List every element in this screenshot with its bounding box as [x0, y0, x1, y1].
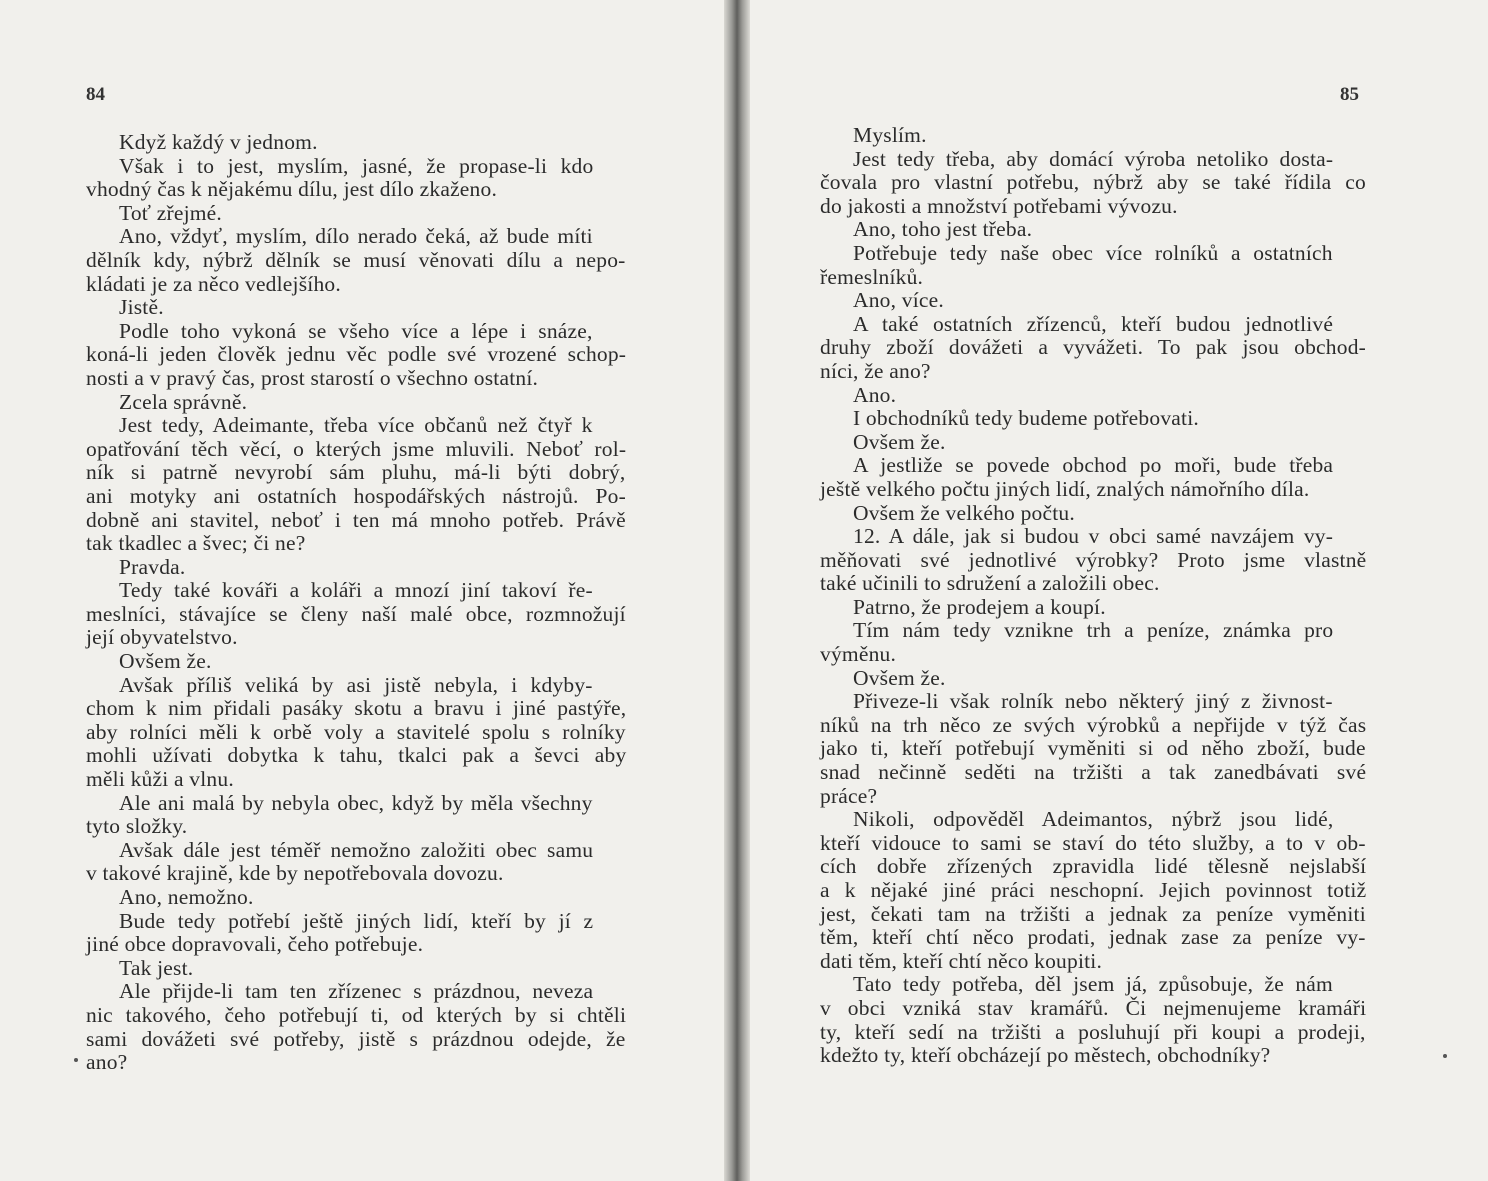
text-line: měli kůži a vlnu. — [86, 767, 234, 792]
book-gutter — [724, 0, 750, 1181]
right-page-text — [820, 124, 1366, 1068]
text-line: Však i to jest, myslím, jasné, že propase-li kdo — [119, 153, 594, 178]
text-line: Ano, více. — [853, 288, 944, 313]
text-line: aby rolníci měli k orbě voly a stavitelé spolu s rolníky — [86, 719, 626, 744]
text-line: koná-li jeden člověk jednu věc podle své vrozené schop- — [86, 342, 627, 367]
text-line: A jestliže se povede obchod po moři, bude třeba — [853, 453, 1334, 478]
text-line: ani motyky ani ostatních hospodářských nástrojů. Po- — [86, 483, 626, 508]
text-line: Avšak příliš veliká by asi jistě nebyla, i kdyby- — [119, 672, 593, 697]
text-line: práce? — [820, 783, 878, 808]
text-line: níků na trh něco ze svých výrobků a nepřijde v týž čas — [820, 712, 1367, 737]
text-line: Ovšem že. — [119, 649, 212, 674]
text-line: Nikoli, odpověděl Adeimantos, nýbrž jsou lidé, — [853, 807, 1334, 832]
text-line: Potřebuje tedy naše obec více rolníků a ostatních — [853, 240, 1333, 265]
text-line: Tedy také kováři a koláři a mnozí jiní takoví ře- — [119, 578, 593, 603]
text-line: Tak jest. — [119, 955, 194, 980]
text-line: Ovšem že. — [853, 429, 946, 454]
text-line: Ale ani malá by nebyla obec, když by měla všechny — [119, 790, 593, 815]
speck-mark — [1443, 1054, 1447, 1058]
text-line: Ovšem že. — [853, 665, 946, 690]
text-line: A také ostatních zřízenců, kteří budou jednotlivé — [853, 311, 1334, 336]
text-line: její obyvatelstvo. — [86, 625, 238, 650]
text-line: jiné obce dopravovali, čeho potřebuje. — [86, 932, 424, 957]
text-line: a k nějaké jiné práci neschopní. Jejich povinnost totiž — [820, 878, 1367, 902]
text-line: snad nečinně seděti na tržišti a tak zanedbávati své — [820, 760, 1367, 785]
text-line: tyto složky. — [86, 814, 188, 839]
text-line: chom k nim přidali pasáky skotu a bravu i jiné pastýře, — [86, 696, 627, 721]
text-line: kdežto ty, kteří obcházejí po městech, obchodníky? — [820, 1043, 1271, 1068]
text-line: také učinili to sdružení a založili obec. — [820, 571, 1160, 596]
text-line: dati těm, kteří chtí něco koupiti. — [820, 948, 1103, 973]
text-line: Ano. — [853, 382, 897, 407]
text-line: v takové krajině, kde by nepotřebovala dovozu. — [86, 861, 504, 886]
text-line: Avšak dále jest téměř nemožno založiti obec samu — [119, 837, 594, 862]
text-line: Pravda. — [119, 554, 186, 579]
text-line: níci, že ano? — [820, 358, 931, 383]
text-line: Myslím. — [853, 123, 927, 147]
text-line: Když každý v jednom. — [119, 130, 318, 154]
text-line: opatřování těch věcí, o kterých jsme mluvili. Neboť rol- — [86, 436, 627, 461]
text-line: čovala pro vlastní potřebu, nýbrž aby se také řídila co — [820, 170, 1366, 195]
text-line: Toť zřejmé. — [119, 200, 223, 225]
text-line: Ano, nemožno. — [119, 885, 254, 909]
text-line: Tato tedy potřeba, děl jsem já, způsobuje, že nám — [853, 972, 1333, 997]
text-line: Bude tedy potřebí ještě jiných lidí, kteří by jí z — [119, 908, 594, 933]
left-page-number: 84 — [86, 84, 105, 105]
text-line: Ale přijde-li tam ten zřízenec s prázdnou, neveza — [119, 979, 594, 1004]
text-line: meslníci, stávajíce se členy naší malé obce, rozmnožují — [86, 601, 626, 626]
text-line: Tím nám tedy vznikne trh a peníze, známka pro — [853, 618, 1334, 643]
text-line: výměnu. — [820, 642, 897, 667]
text-line: nosti a v pravý čas, prost starostí o všechno ostatní. — [86, 365, 539, 390]
text-line: mohli užívati dobytka k tahu, tkalci pak a ševci aby — [86, 743, 627, 768]
text-line: ník si patrně nevyrobí sám pluhu, má-li býti dobrý, — [86, 460, 626, 485]
text-line: cích dobře zřízených zpravidla lidé tělesně nejslabší — [820, 854, 1367, 879]
text-line: Ano, toho jest třeba. — [853, 217, 1033, 242]
text-line: jako ti, kteří potřebují vyměniti si od něho zboží, bude — [820, 736, 1366, 761]
text-line: řemeslníků. — [820, 264, 924, 289]
text-line: těm, kteří chtí něco prodati, jednak zase za peníze vy- — [820, 925, 1366, 950]
text-line: Přiveze-li však rolník nebo některý jiný z živnost- — [853, 689, 1333, 714]
text-line: ty, kteří sedí na tržišti a posluhují při koupi a prodeji, — [820, 1019, 1366, 1044]
text-line: druhy zboží dovážeti a vyvážeti. To pak jsou obchod- — [820, 335, 1367, 360]
text-line: ano? — [86, 1050, 128, 1075]
left-page-text — [86, 131, 626, 1075]
text-line: ještě velkého počtu jiných lidí, znalých námořního díla. — [820, 476, 1310, 501]
text-line: kládati je za něco vedlejšího. — [86, 271, 341, 296]
right-page-number: 85 — [1340, 84, 1359, 105]
text-line: Jest tedy třeba, aby domácí výroba netoliko dosta- — [853, 146, 1334, 171]
text-line: kteří vidouce to sami se staví do této služby, a to v ob- — [820, 830, 1366, 855]
text-line: tak tkadlec a švec; či ne? — [86, 531, 306, 556]
text-line: do jakosti a množství potřebami vývozu. — [820, 193, 1178, 218]
text-line: jest, čekati tam na tržišti a jednak za peníze vyměniti — [820, 901, 1366, 926]
text-line: Podle toho vykoná se všeho více a lépe i snáze, — [119, 318, 593, 343]
text-line: měňovati své jednotlivé výrobky? Proto jsme vlastně — [820, 547, 1367, 572]
text-line: dělník kdy, nýbrž dělník se musí věnovati dílu a nepo- — [86, 247, 626, 272]
text-line: Patrno, že prodejem a koupí. — [853, 594, 1106, 619]
text-line: dobně ani stavitel, neboť i ten má mnoho potřeb. Právě — [86, 507, 626, 532]
text-line: Jest tedy, Adeimante, třeba více občanů než čtyř k — [119, 413, 593, 438]
text-line: vhodný čas k nějakému dílu, jest dílo zkaženo. — [86, 177, 498, 202]
text-line: Jistě. — [119, 295, 164, 320]
text-line: I obchodníků tedy budeme potřebovati. — [853, 406, 1199, 431]
text-line: Zcela správně. — [119, 389, 248, 414]
speck-mark — [74, 1058, 78, 1062]
text-line: v obci vzniká stav kramářů. Či nejmenujeme kramáři — [820, 995, 1367, 1020]
text-line: nic takového, čeho potřebují ti, od kterých by si chtěli — [86, 1002, 627, 1027]
text-line: Ovšem že velkého počtu. — [853, 500, 1075, 525]
text-line: sami dovážeti své potřeby, jistě s prázdnou odejde, že — [86, 1026, 626, 1051]
text-line: 12. A dále, jak si budou v obci samé navzájem vy- — [853, 524, 1334, 549]
text-line: Ano, vždyť, myslím, dílo nerado čeká, až bude míti — [119, 224, 593, 249]
